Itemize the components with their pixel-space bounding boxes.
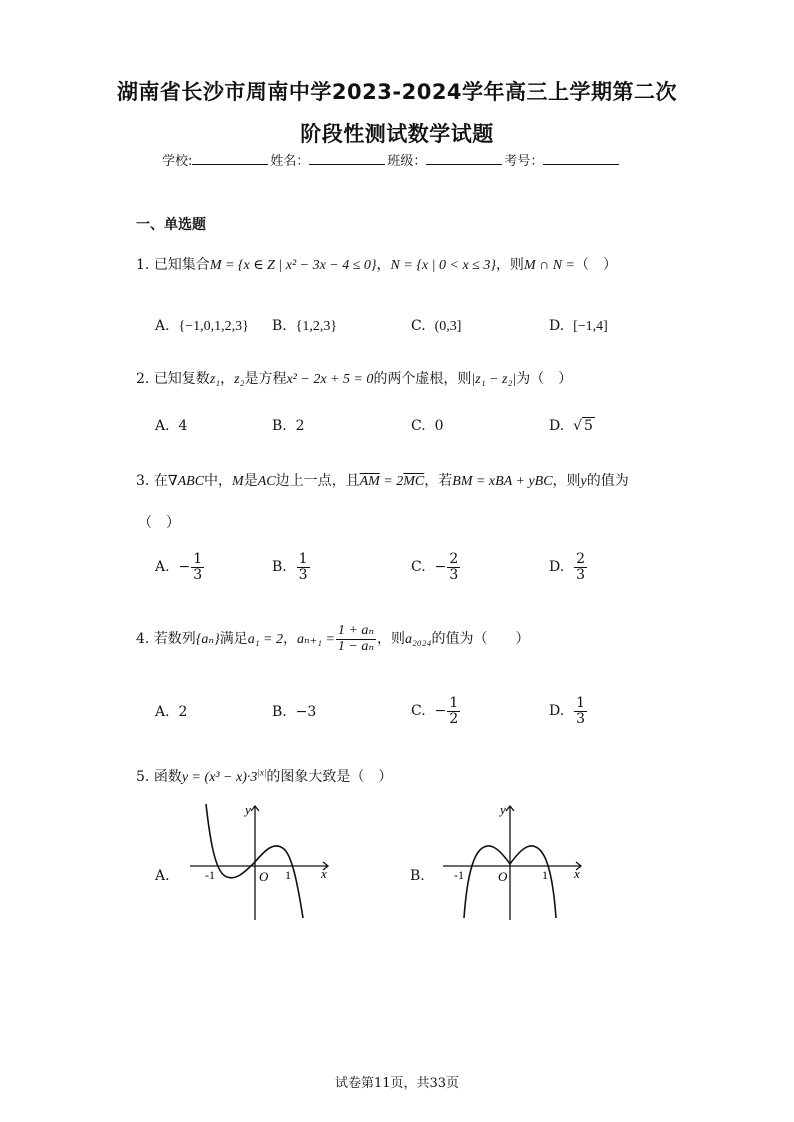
pos-one-label: 1: [542, 868, 548, 882]
question-5-option-a-label[interactable]: A.: [155, 868, 170, 884]
option-label: A.: [155, 559, 170, 576]
school-label: 学校:: [162, 154, 193, 169]
math-expression: AC: [257, 474, 276, 489]
stem-text: 在: [153, 473, 168, 489]
question-3-bracket: （ ）: [138, 515, 180, 531]
math-expression: N = {x | 0 < x ≤ 3}: [390, 258, 496, 273]
stem-text: 已知复数: [153, 371, 210, 387]
stem-text: ，: [376, 257, 391, 273]
answer-bracket: 的值为（ ）: [431, 631, 530, 648]
numerator: 1: [576, 695, 586, 711]
option-sign: −: [434, 703, 447, 720]
question-4-option-b[interactable]: [272, 704, 316, 720]
answer-bracket: 的图象大致是（ ）: [266, 769, 393, 785]
numerator: 1: [298, 551, 308, 567]
option-label: B.: [272, 418, 287, 434]
math-expression: a₂₀₂₄: [405, 632, 432, 648]
stem-text: 边上一点，且: [275, 473, 360, 489]
question-2-stem: [136, 368, 572, 388]
name-label: 姓名：: [270, 154, 310, 169]
option-label: B.: [272, 704, 287, 720]
question-5-option-b-label[interactable]: B.: [410, 868, 425, 884]
math-expression: M ∩ N =: [523, 258, 575, 273]
question-number: 4.: [136, 631, 150, 648]
option-label: A.: [155, 418, 170, 434]
question-2-option-b[interactable]: [272, 418, 305, 434]
neg-one-label: -1: [205, 868, 215, 882]
option-label: D.: [549, 418, 565, 434]
math-expression: |z₁ − z₂|: [471, 372, 517, 387]
option-value: {−1,0,1,2,3}: [178, 319, 249, 334]
stem-text: 满足: [219, 631, 248, 648]
option-label: D.: [549, 559, 565, 576]
question-1-stem: [136, 254, 617, 274]
question-3-stem: [136, 470, 629, 490]
answer-bracket: 为（ ）: [516, 371, 573, 387]
option-fraction: [447, 696, 460, 726]
class-label: 班级：: [387, 154, 427, 169]
name-blank: [309, 152, 385, 165]
stem-text: 是方程: [244, 371, 287, 387]
option-value: 4: [178, 418, 188, 434]
option-fraction: [447, 552, 460, 582]
option-sign: −: [178, 559, 191, 576]
denominator: 1 − aₙ: [337, 638, 375, 654]
stem-text: 中，: [204, 473, 233, 489]
math-expression: M: [232, 474, 244, 489]
pos-one-label: 1: [285, 868, 291, 882]
math-expression: a₁ = 2: [247, 632, 284, 648]
question-5-stem: [136, 766, 392, 786]
vector-equation: BM = xBA + yBC: [452, 474, 553, 489]
answer-bracket: （ ）: [575, 257, 617, 273]
option-fraction: [191, 552, 204, 582]
option-sign: −: [434, 559, 447, 576]
option-value: 5: [584, 418, 593, 434]
option-label: B.: [272, 559, 287, 576]
option-label: C.: [411, 559, 426, 576]
option-fraction: [574, 552, 587, 582]
denominator: 3: [576, 710, 586, 727]
number-blank: [543, 152, 619, 165]
class-blank: [426, 152, 502, 165]
question-1-option-a[interactable]: [155, 318, 249, 335]
numerator: 1: [193, 551, 203, 567]
question-1-option-c[interactable]: [411, 318, 461, 335]
question-2-option-a[interactable]: [155, 418, 187, 434]
option-value: [−1,4]: [573, 319, 608, 334]
question-number: 1.: [136, 257, 150, 273]
question-number: 5.: [136, 769, 150, 785]
option-fraction: [297, 552, 310, 582]
origin-label: O: [498, 869, 508, 884]
option-fraction: [574, 696, 587, 726]
denominator: 3: [298, 566, 308, 583]
option-value: {1,2,3}: [295, 319, 338, 334]
student-info-line: [162, 150, 621, 169]
number-label: 考号：: [504, 154, 544, 169]
neg-one-label: -1: [454, 868, 464, 882]
origin-label: O: [259, 869, 269, 884]
denominator: 2: [449, 710, 459, 727]
stem-text: 是: [243, 473, 258, 489]
question-2-option-c[interactable]: [411, 418, 444, 434]
question-1-option-d[interactable]: [549, 318, 608, 335]
question-5-graph-a[interactable]: [185, 800, 335, 922]
section-title: 一、单选题: [136, 217, 206, 233]
question-4-option-c[interactable]: [411, 696, 461, 726]
numerator: 1 + aₙ: [337, 623, 375, 638]
question-3-option-b[interactable]: [272, 552, 311, 582]
stem-text: ，: [283, 631, 298, 648]
math-expression: M = {x ∈ Z | x² − 3x − 4 ≤ 0}: [209, 258, 377, 273]
stem-text: 若数列: [153, 631, 196, 648]
sqrt-symbol: √: [573, 418, 583, 434]
vector-expression: $\overline{AM}$: [359, 474, 380, 489]
title-line-2: 阶段性测试数学试题: [300, 122, 494, 146]
numerator: 1: [449, 695, 459, 711]
option-value: 2: [178, 704, 188, 720]
math-expression: z₂: [234, 372, 245, 387]
option-value: (0,3]: [434, 319, 462, 334]
stem-text: ，则: [495, 257, 524, 273]
math-expression: x² − 2x + 5 = 0: [286, 372, 374, 387]
numerator: 2: [449, 551, 459, 567]
option-value: −3: [295, 704, 317, 720]
option-label: D.: [549, 703, 565, 720]
math-expression: {aₙ}: [195, 632, 220, 648]
exponent: |x|: [257, 767, 267, 778]
y-axis-label: y: [500, 802, 506, 817]
option-label: A.: [155, 318, 170, 334]
question-1-option-b[interactable]: [272, 318, 337, 335]
option-value: 2: [295, 418, 305, 434]
x-axis-label: x: [574, 866, 580, 881]
question-4-option-d[interactable]: [549, 696, 588, 726]
stem-text: ，: [220, 371, 235, 387]
recurrence-fraction: [336, 624, 376, 654]
option-label: C.: [411, 703, 426, 720]
stem-text: ，则: [377, 631, 406, 648]
math-expression: = 2: [379, 474, 404, 489]
option-label: B.: [272, 318, 287, 334]
question-3-option-d[interactable]: [549, 552, 588, 582]
stem-text: 已知集合: [153, 257, 210, 273]
stem-text: ，若: [424, 473, 453, 489]
option-label: C.: [411, 318, 426, 334]
stem-text: 的两个虚根，则: [373, 371, 472, 387]
question-number: 2.: [136, 371, 150, 387]
question-3-option-c[interactable]: [411, 552, 461, 582]
numerator: 2: [576, 551, 586, 567]
title-line-1: 湖南省长沙市周南中学2023-2024学年高三上学期第二次: [116, 80, 678, 104]
math-expression: aₙ₊₁ =: [297, 632, 335, 648]
question-4-option-a[interactable]: [155, 704, 187, 720]
math-expression: y = (x³ − x)·3: [181, 770, 258, 785]
denominator: 3: [576, 566, 586, 583]
question-3-option-a[interactable]: [155, 552, 205, 582]
stem-text: ，则: [552, 473, 581, 489]
school-blank: [192, 152, 268, 165]
option-label: C.: [411, 418, 426, 434]
math-expression: z₁: [209, 372, 221, 387]
question-number: 3.: [136, 473, 150, 489]
math-expression: y: [580, 474, 587, 489]
question-4-stem: [136, 624, 530, 654]
denominator: 3: [449, 566, 459, 583]
option-label: A.: [155, 704, 170, 720]
stem-text: 函数: [153, 769, 182, 785]
question-5-graph-b[interactable]: [438, 800, 588, 922]
math-expression: ∇ABC: [167, 474, 205, 489]
vector-expression: $\overline{MC}$: [403, 474, 425, 489]
option-label: D.: [549, 318, 565, 334]
option-value: 0: [434, 418, 444, 434]
question-2-option-d[interactable]: [549, 418, 595, 434]
x-axis-label: x: [321, 866, 327, 881]
stem-text: 的值为: [586, 473, 629, 489]
page-footer: 试卷第11页，共33页: [334, 1076, 460, 1091]
y-axis-label: y: [245, 802, 251, 817]
denominator: 3: [193, 566, 203, 583]
